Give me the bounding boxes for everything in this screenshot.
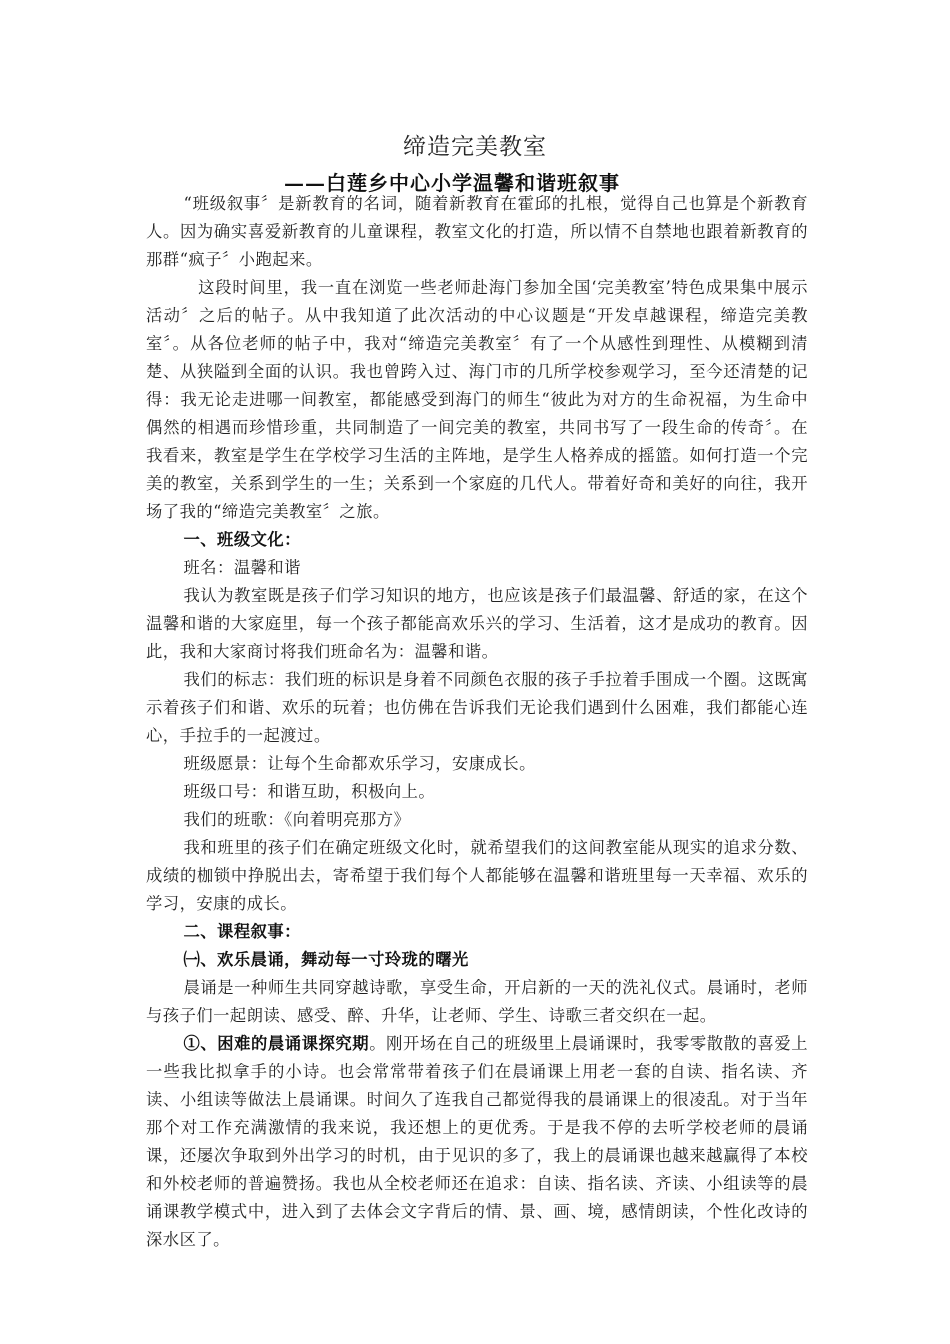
class-vision-line: 班级愿景：让每个生命都欢乐学习，安康成长。: [183, 754, 536, 773]
section-heading-class-culture: 一、班级文化：: [183, 530, 301, 549]
intro-paragraph: “班级叙事〞是新教育的名词，随着新教育在霍邱的扎根，觉得自己也算是个新教育人。因为确实喜爱新教育的儿童课程，教室文化的打造，所以情不自禁地也跟着新教育的那群“疯子〞小跑起来。: [146, 194, 808, 269]
document-body: [146, 190, 808, 1254]
exploration-lead: ①、困难的晨诵课探究期: [183, 1034, 370, 1053]
class-song-line: 我们的班歌：《向着明亮那方》: [183, 810, 411, 829]
subsection-heading-morning-reading: ㈠、欢乐晨诵，舞动每一寸玲珑的曙光: [183, 950, 469, 969]
morning-reading-paragraph: 晨诵是一种师生共同穿越诗歌，享受生命，开启新的一天的洗礼仪式。晨诵时，老师与孩子们一起朗读、感受、醉、升华，让老师、学生、诗歌三者交织在一起。: [146, 978, 808, 1025]
background-paragraph: 这段时间里，我一直在浏览一些老师赴海门参加全国‘完美教室’特色成果集中展示活动〞之后的帖子。从中我知道了此次活动的中心议题是“开发卓越课程，缔造完美教室〞。从各位老师的帖子中，我对“缔造完美教室〞有了一个从感性到理性、从模糊到清楚、从狭隘到全面的认识。我也曾跨入过、海门市的几所学校参观学习，至今还清楚的记得：我无论走进哪一间教室，都能感受到海门的师生“彼此为对方的生命祝福，为生命中偶然的相遇而珍惜珍重，共同制造了一间完美的教室，共同书写了一段生命的传奇〞。在我看来，教室是学生在学校学习生活的主阵地，是学生人格养成的摇篮。如何打造一个完美的教室，关系到学生的一生；关系到一个家庭的几代人。带着好奇和美好的向往，我开场了我的“缔造完美教室〞之旅。: [146, 278, 808, 521]
class-name-paragraph: 我认为教室既是孩子们学习知识的地方，也应该是孩子们最温馨、舒适的家，在这个温馨和谐的大家庭里，每一个孩子都能高欢乐兴的学习、生活着，这才是成功的教育。因此，我和大家商讨将我们班命名为：温馨和谐。: [146, 586, 808, 661]
class-slogan-line: 班级口号：和谐互助，积极向上。: [183, 782, 436, 801]
document-subtitle: ——白莲乡中心小学温馨和谐班叙事: [284, 171, 620, 195]
document-title: 缔造完美教室: [403, 134, 547, 160]
class-hope-paragraph: 我和班里的孩子们在确定班级文化时，就希望我们的这间教室能从现实的追求分数、成绩的枷锁中挣脱出去，寄希望于我们每个人都能够在温馨和谐班里每一天幸福、欢乐的学习，安康的成长。: [146, 838, 808, 913]
exploration-text: 。刚开场在自己的班级里上晨诵课时，我零零散散的喜爱上一些我比拟拿手的小诗。也会常常带着孩子们在晨诵课上用老一套的自读、指名读、齐读、小组读等做法上晨诵课。时间久了连我自己都觉得我的晨诵课上的很凌乱。对于当年那个对工作充满激情的我来说，我还想上的更优秀。于是我不停的去听学校老师的晨诵课，还屡次争取到外出学习的时机，由于见识的多了，我上的晨诵课也越来越赢得了本校和外校老师的普遍赞扬。我也从全校老师还在追求：自读、指名读、齐读、小组读等的晨诵课教学模式中，进入到了去体会文字背后的情、景、画、境，感情朗读，个性化改诗的深水区了。: [146, 1034, 808, 1249]
class-name-line: 班名：温馨和谐: [183, 558, 301, 577]
exploration-paragraph: [146, 1030, 808, 1254]
section-heading-curriculum: 二、课程叙事：: [183, 922, 301, 941]
class-logo-paragraph: 我们的标志：我们班的标识是身着不同颜色衣服的孩子手拉着手围成一个圈。这既寓示着孩子们和谐、欢乐的玩着；也仿佛在告诉我们无论我们遇到什么困难，我们都能心连心，手拉手的一起渡过。: [146, 670, 808, 745]
